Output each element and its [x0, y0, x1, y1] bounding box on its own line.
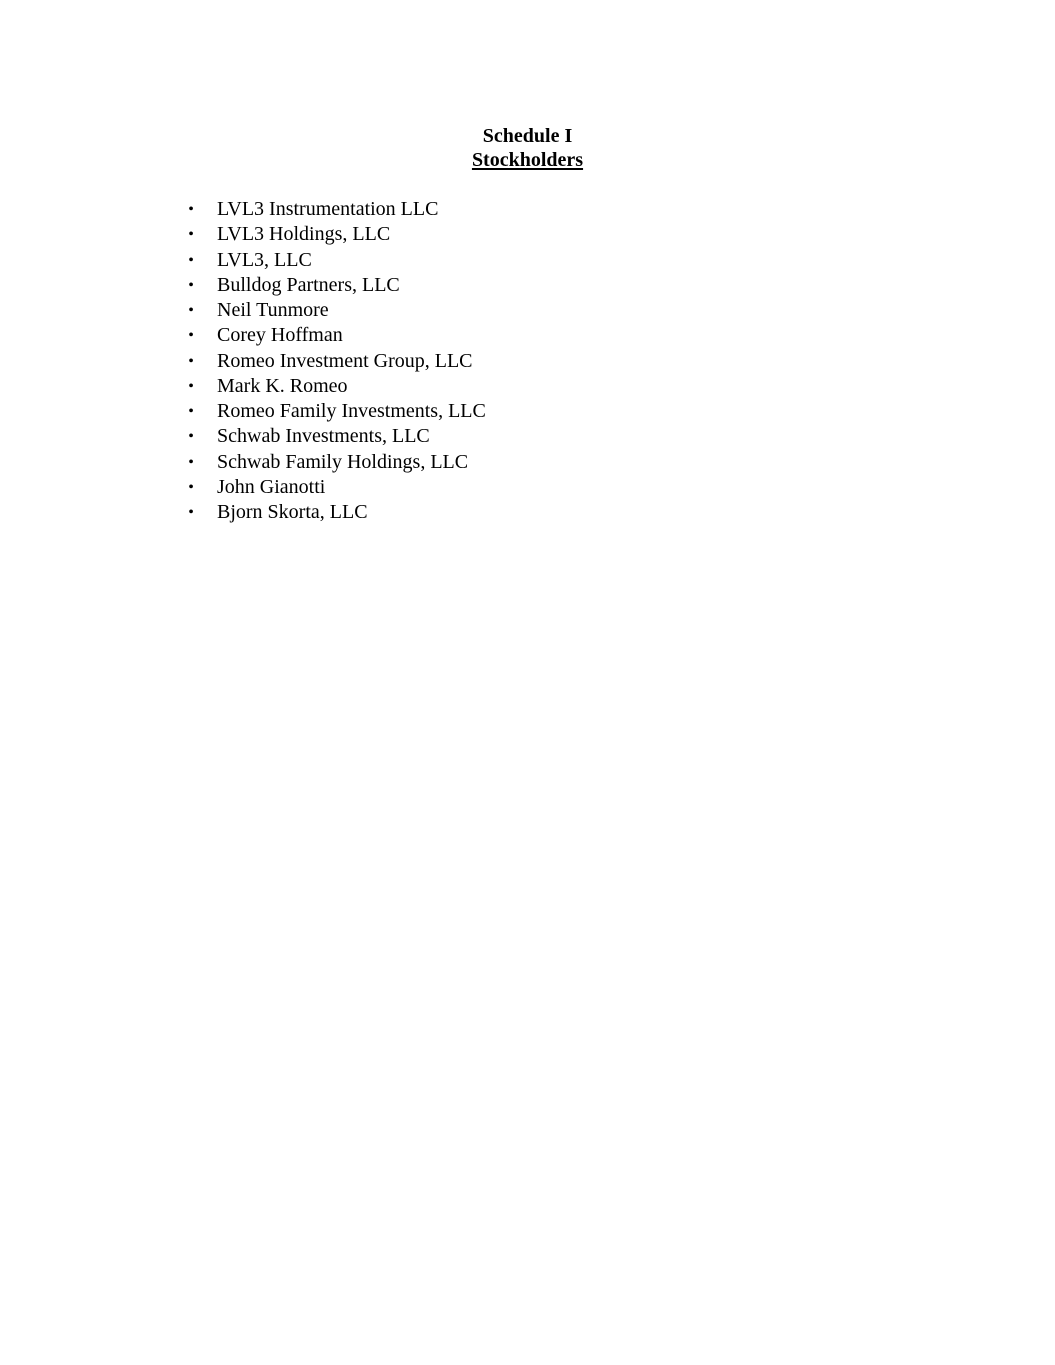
bullet-icon: • [188, 478, 194, 496]
stockholder-name: LVL3, LLC [217, 248, 312, 271]
stockholder-name: Corey Hoffman [217, 324, 343, 347]
stockholder-name: Romeo Family Investments, LLC [217, 400, 486, 422]
bullet-icon: • [188, 201, 194, 218]
bullet-icon: • [188, 302, 194, 319]
stockholder-name: LVL3 Instrumentation LLC [217, 198, 439, 220]
schedule-subtitle: Stockholders [471, 149, 584, 171]
bullet-icon: • [188, 251, 194, 269]
bullet-icon: • [188, 226, 194, 244]
bullet-icon: • [188, 327, 194, 345]
stockholder-name: Neil Tunmore [217, 299, 329, 321]
stockholder-name: Mark K. Romeo [217, 374, 348, 397]
bullet-icon: • [188, 428, 194, 446]
bullet-icon: • [188, 504, 194, 521]
bullet-icon: • [188, 453, 194, 471]
bullet-icon: • [188, 403, 194, 420]
bullet-icon: • [188, 276, 194, 294]
schedule-heading [0, 124, 1055, 172]
schedule-title: Schedule I [482, 125, 573, 147]
stockholder-name: Schwab Investments, LLC [217, 425, 430, 448]
stockholder-name: LVL3 Holdings, LLC [217, 223, 391, 246]
stockholder-name: Schwab Family Holdings, LLC [217, 450, 469, 473]
bullet-icon: • [188, 352, 194, 370]
stockholder-name: John Gianotti [217, 475, 326, 498]
bullet-icon: • [188, 377, 194, 395]
stockholder-name: Bulldog Partners, LLC [217, 273, 400, 296]
stockholder-name: Bjorn Skorta, LLC [217, 501, 368, 523]
stockholder-name: Romeo Investment Group, LLC [217, 349, 473, 372]
